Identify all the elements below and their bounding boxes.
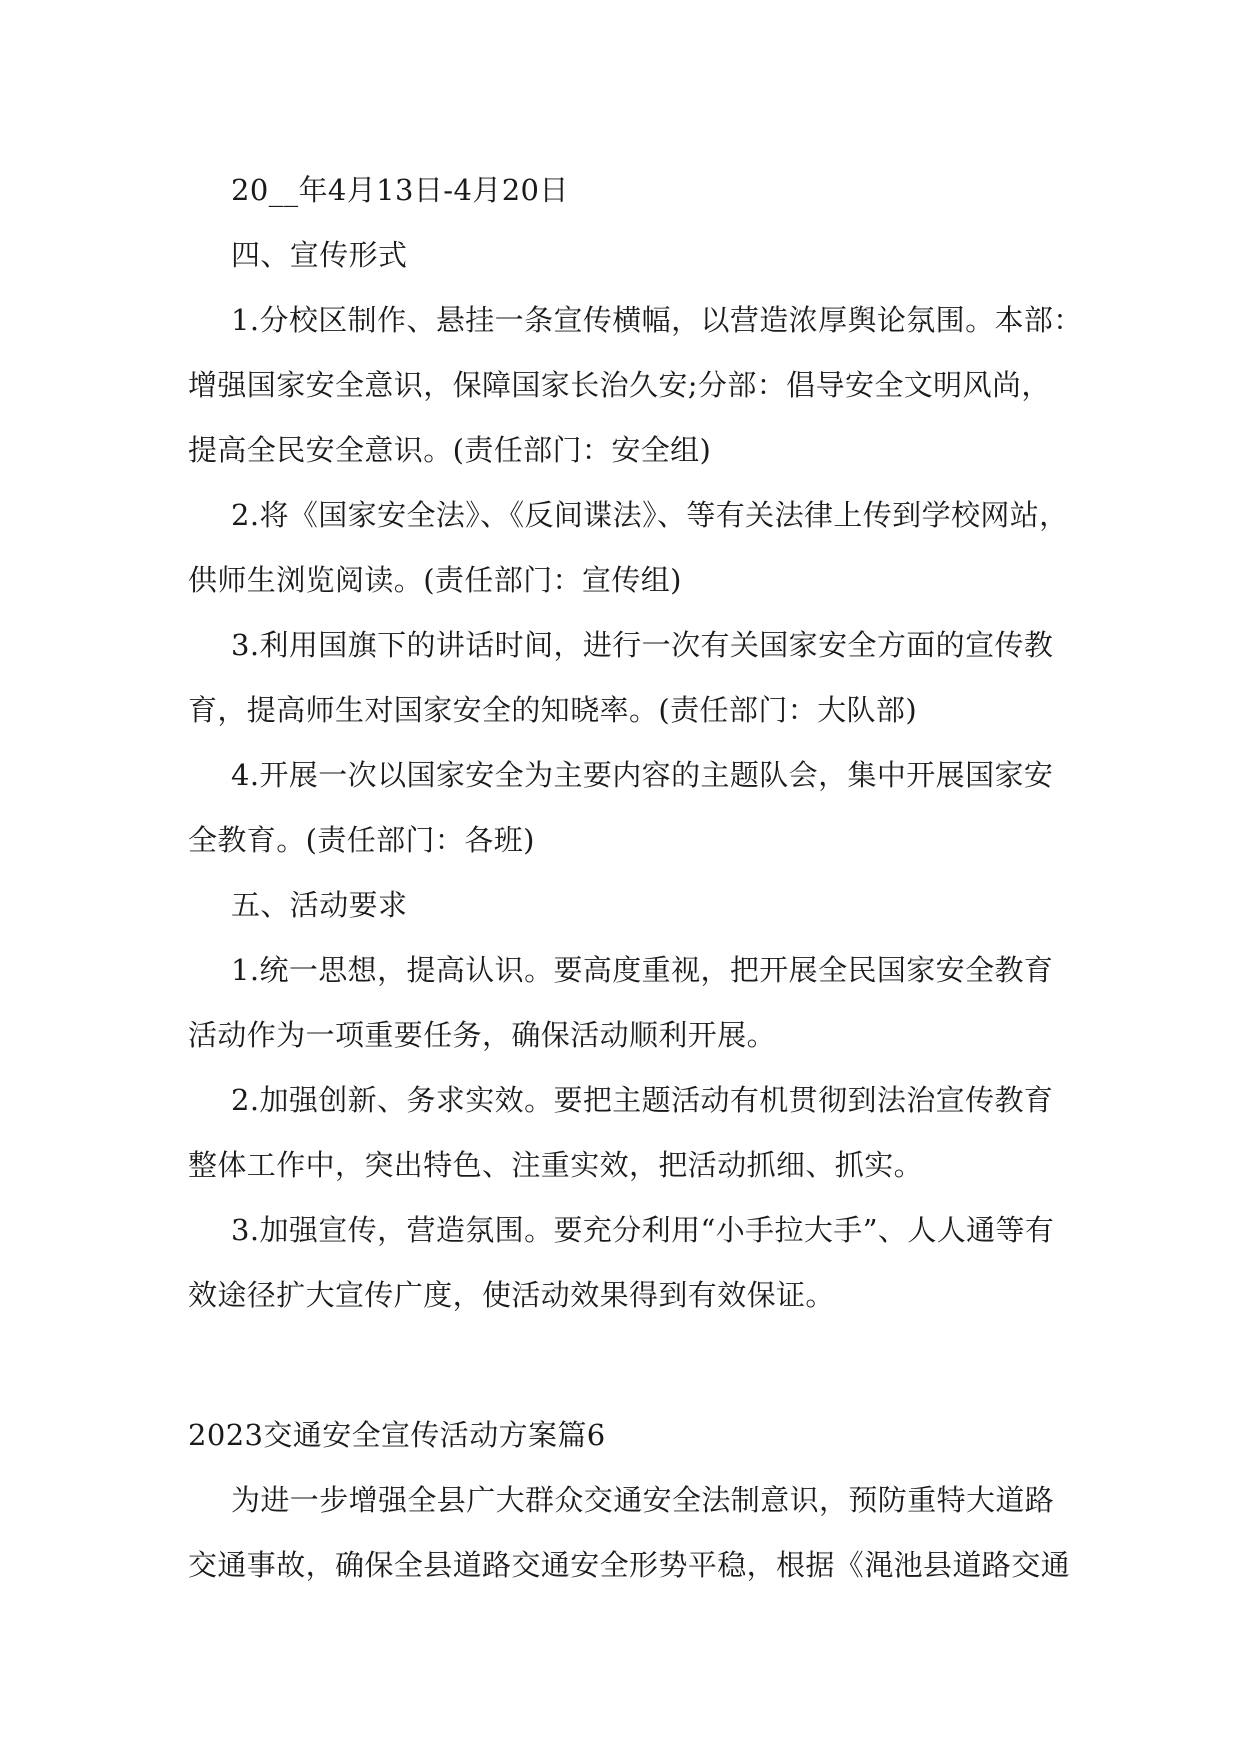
paragraph-line: 3.利用国旗下的讲话时间，进行一次有关国家安全方面的宣传教 [231,628,1054,662]
paragraph-line: 1.分校区制作、悬挂一条宣传横幅，以营造浓厚舆论氛围。本部： [231,303,1083,337]
paragraph-line: 整体工作中，突出特色、注重实效，把活动抓细、抓实。 [188,1148,924,1182]
paragraph-line: 供师生浏览阅读。(责任部门：宣传组) [188,563,682,597]
section-heading-activity-requirements: 五、活动要求 [231,888,408,922]
paragraph-line: 2.加强创新、务求实效。要把主题活动有机贯彻到法治宣传教育 [231,1083,1054,1117]
paragraph-line: 2.将《国家安全法》、《反间谍法》、等有关法律上传到学校网站， [231,498,1069,532]
paragraph-line: 为进一步增强全县广大群众交通安全法制意识，预防重特大道路 [231,1483,1055,1517]
section-title: 2023交通安全宣传活动方案篇6 [188,1418,606,1452]
paragraph-line: 1.统一思想，提高认识。要高度重视，把开展全民国家安全教育 [231,953,1054,987]
paragraph-line: 4.开展一次以国家安全为主要内容的主题队会，集中开展国家安 [231,758,1054,792]
date-range-line: 20__年4月13日-4月20日 [231,173,569,207]
paragraph-line: 增强国家安全意识，保障国家长治久安;分部：倡导安全文明风尚， [188,368,1051,402]
paragraph-line: 全教育。(责任部门：各班) [188,823,535,857]
paragraph-line: 提高全民安全意识。(责任部门：安全组) [188,433,712,467]
paragraph-line: 交通事故，确保全县道路交通安全形势平稳，根据《渑池县道路交通 [188,1548,1071,1582]
section-spacer [188,1328,1058,1403]
paragraph-line: 效途径扩大宣传广度，使活动效果得到有效保证。 [188,1278,835,1312]
paragraph-line: 育，提高师生对国家安全的知晓率。(责任部门：大队部) [188,693,918,727]
paragraph-line: 3.加强宣传，营造氛围。要充分利用“小手拉大手”、人人通等有 [231,1213,1055,1247]
document-body [188,158,1083,1598]
paragraph-line: 活动作为一项重要任务，确保活动顺利开展。 [188,1018,777,1052]
section-heading-publicity-form: 四、宣传形式 [231,238,408,272]
